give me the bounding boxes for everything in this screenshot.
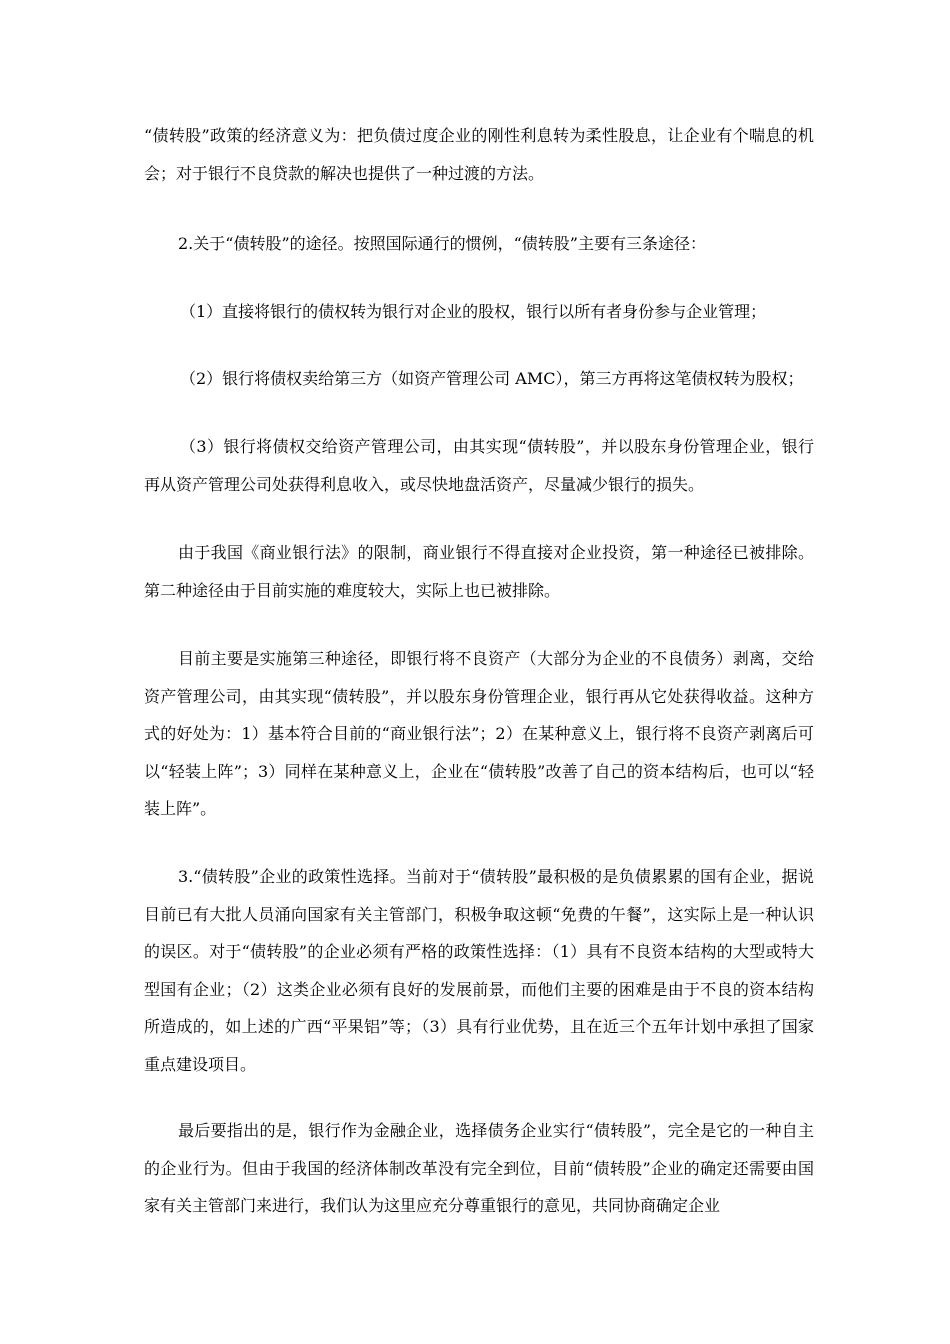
paragraph-route-3: （3）银行将债权交给资产管理公司，由其实现“债转股”，并以股东身份管理企业，银行再从资产管理公司处获得利息收入，或尽快地盘活资产，尽量减少银行的损失。 <box>144 437 814 494</box>
paragraph-route-1: （1）直接将银行的债权转为银行对企业的股权，银行以所有者身份参与企业管理； <box>180 302 767 321</box>
paragraph-section-3: 3.“债转股”企业的政策性选择。当前对于“债转股”最积极的是负债累累的国有企业，据说目前已有大批人员涌向国家有关主管部门，积极争取这顿“免费的午餐”，这实际上是一种认识的误区。对于“债转股”的企业必须有严格的政策性选择：（1）具有不良资本结构的大型或特大型国有企业；（2）这类企业必须有良好的发展前景，而他们主要的困难是由于不良的资本结构所造成的，如上述的广西“平果铝”等；（3）具有行业优势，且在近三个五年计划中承担了国家重点建设项目。 <box>144 867 814 1074</box>
paragraph-policy-meaning: “债转股”政策的经济意义为：把负债过度企业的刚性利息转为柔性股息，让企业有个喘息的机会；对于银行不良贷款的解决也提供了一种过渡的方法。 <box>144 126 814 183</box>
paragraph-law-restriction: 由于我国《商业银行法》的限制，商业银行不得直接对企业投资，第一种途径已被排除。第二种途径由于目前实施的难度较大，实际上也已被排除。 <box>144 543 814 600</box>
paragraph-third-route: 目前主要是实施第三种途径，即银行将不良资产（大部分为企业的不良债务）剥离，交给资产管理公司，由其实现“债转股”，并以股东身份管理企业，银行再从它处获得收益。这种方式的好处为：1）基本符合目前的“商业银行法”；2）在某种意义上，银行将不良资产剥离后可以“轻装上阵”；3）同样在某种意义上，企业在“债转股”改善了自己的资本结构后，也可以“轻装上阵”。 <box>144 649 814 818</box>
paragraph-conclusion: 最后要指出的是，银行作为金融企业，选择债务企业实行“债转股”，完全是它的一种自主的企业行为。但由于我国的经济体制改革没有完全到位，目前“债转股”企业的确定还需要由国家有关主管部门来进行，我们认为这里应充分尊重银行的意见，共同协商确定企业 <box>144 1121 814 1215</box>
paragraph-route-2: （2）银行将债权卖给第三方（如资产管理公司 AMC），第三方再将这笔债权转为股权； <box>180 369 804 388</box>
paragraph-section-2-heading: 2.关于“债转股”的途径。按照国际通行的惯例，“债转股”主要有三条途径： <box>178 234 706 253</box>
